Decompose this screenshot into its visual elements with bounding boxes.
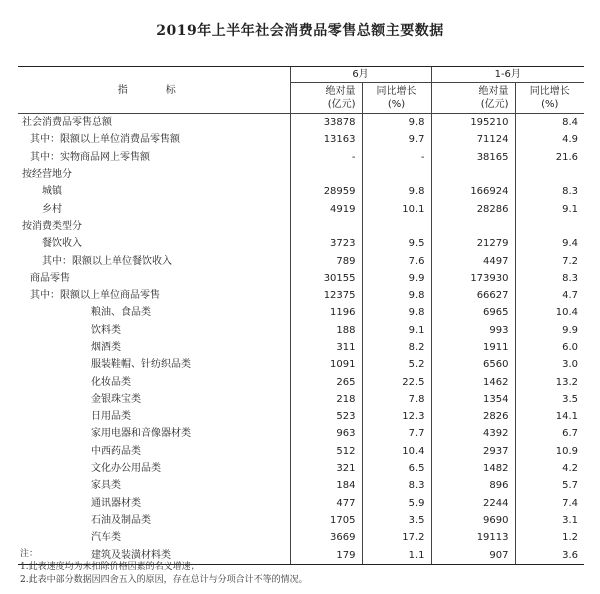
table-row [18,356,584,373]
june-absolute-value: 1705 [290,512,362,529]
june-absolute-value: 512 [290,443,362,460]
june-growth-value: 9.9 [362,270,431,287]
table-row [18,373,584,390]
june-absolute-value: 265 [290,373,362,390]
h1-growth-value: 7.4 [515,495,584,512]
june-absolute-value: 789 [290,252,362,269]
h1-growth-value: 4.2 [515,460,584,477]
h1-absolute-value: 173930 [431,270,515,287]
june-growth-value: 6.5 [362,460,431,477]
h1-growth-value: 10.4 [515,304,584,321]
june-growth-value: 5.2 [362,356,431,373]
table-row [18,304,584,321]
row-name: 石油及制品类 [91,514,151,526]
h1-absolute-value: 1911 [431,339,515,356]
h1-growth-value: 13.2 [515,373,584,390]
june-growth-value: 22.5 [362,373,431,390]
june-absolute-value: 179 [290,546,362,564]
june-absolute-value: 321 [290,460,362,477]
june-absolute-value: 12375 [290,287,362,304]
row-name: 家用电器和音像器材类 [91,428,191,440]
june-absolute-value: 477 [290,495,362,512]
june-growth-value: 3.5 [362,512,431,529]
h1-growth-value [515,218,584,235]
notes-label: 注： [20,549,39,559]
h1-absolute-value: 4497 [431,252,515,269]
h1-growth-value: 6.7 [515,425,584,442]
row-name: 按经营地分 [22,169,72,181]
h1-absolute-value: 1354 [431,391,515,408]
row-name: 饮料类 [91,324,121,336]
june-header: 6月 [290,67,431,83]
h1-absolute-value: 6965 [431,304,515,321]
h1-absolute-value: 19113 [431,529,515,546]
h1-growth-value: 1.2 [515,529,584,546]
table-row [18,114,584,132]
table-row [18,270,584,287]
june-absolute-value: 3723 [290,235,362,252]
h1-growth-value: 3.5 [515,391,584,408]
h1-growth-value: 8.3 [515,183,584,200]
june-absolute-value: - [290,149,362,166]
row-name: 城镇 [42,186,62,198]
june-growth-value: 1.1 [362,546,431,564]
h1-growth-value: 9.1 [515,200,584,217]
note-1: 1.此表速度均为未扣除价格因素的名义增速； [20,562,200,572]
row-name: 建筑及装潢材料类 [18,546,290,564]
june-absolute-value: 4919 [290,200,362,217]
row-name: 其中：实物商品网上零售额 [30,151,150,163]
h1-absolute-value: 993 [431,322,515,339]
table-row [18,322,584,339]
june-absolute-value [290,166,362,183]
june-absolute-value: 963 [290,425,362,442]
row-name: 餐饮收入 [42,238,82,250]
table-row [18,339,584,356]
h1-growth-value: 3.1 [515,512,584,529]
h1-growth-value: 5.7 [515,477,584,494]
row-name: 商品零售 [30,272,70,284]
june-growth-value [362,166,431,183]
row-name: 服装鞋帽、针纺织品类 [91,359,191,371]
june-absolute-value: 3669 [290,529,362,546]
h1-growth-value: 3.0 [515,356,584,373]
june-growth-value: 7.8 [362,391,431,408]
table-row [18,252,584,269]
h1-absolute-value: 896 [431,477,515,494]
june-absolute-value: 188 [290,322,362,339]
row-name: 日用品类 [91,411,131,423]
june-growth-value: 12.3 [362,408,431,425]
table-row [18,218,584,235]
h1-growth-value: 21.6 [515,149,584,166]
june-absolute-value: 218 [290,391,362,408]
june-absolute-value: 1091 [290,356,362,373]
h1-absolute-value [431,218,515,235]
table-row [18,408,584,425]
note-2: 2.此表中部分数据因四舍五入的原因，存在总计与分项合计不等的情况。 [20,575,308,585]
june-growth-value: 9.5 [362,235,431,252]
june-absolute-value: 28959 [290,183,362,200]
h1-growth-value [515,166,584,183]
row-name: 金银珠宝类 [91,393,141,405]
june-growth-value: 8.3 [362,477,431,494]
june-growth-value: 7.6 [362,252,431,269]
table-row [18,477,584,494]
h1-absolute-value: 1482 [431,460,515,477]
table-row [18,529,584,546]
h1-growth-value: 6.0 [515,339,584,356]
table-row [18,235,584,252]
h1-growth-value: 8.3 [515,270,584,287]
table-row [18,391,584,408]
table-row [18,425,584,442]
june-growth-header: 同比增长 (%) [362,83,431,114]
table-row [18,149,584,166]
h1-growth-value: 9.4 [515,235,584,252]
h1-absolute-value: 1462 [431,373,515,390]
h1-growth-value: 3.6 [515,546,584,564]
row-name: 其中：限额以上单位消费品零售额 [30,134,180,146]
june-growth-value: 10.1 [362,200,431,217]
table-row [18,166,584,183]
h1-absolute-value: 71124 [431,131,515,148]
june-growth-value: 17.2 [362,529,431,546]
row-name: 中西药品类 [91,445,141,457]
h1-growth-value: 9.9 [515,322,584,339]
row-name: 其中：限额以上单位商品零售 [30,290,160,302]
h1-absolute-value: 195210 [431,114,515,132]
h1-absolute-value [431,166,515,183]
table-row [18,495,584,512]
row-name: 烟酒类 [91,342,121,353]
june-absolute-value: 523 [290,408,362,425]
june-growth-value [362,218,431,235]
h1-growth-value: 8.4 [515,114,584,132]
row-name: 家具类 [91,480,121,492]
h1-absolute-value: 66627 [431,287,515,304]
h1-absolute-value: 28286 [431,200,515,217]
table-row [18,200,584,217]
june-growth-value: 9.8 [362,287,431,304]
row-name: 其中：限额以上单位餐饮收入 [42,255,172,267]
row-name: 粮油、食品类 [91,307,151,319]
june-absolute-value: 311 [290,339,362,356]
row-name: 化妆品类 [91,376,131,388]
h1-absolute-value: 2937 [431,443,515,460]
h1-growth-value: 14.1 [515,408,584,425]
june-absolute-value: 33878 [290,114,362,132]
june-absolute-header: 绝对量 (亿元) [290,83,362,114]
h1-growth-value: 7.2 [515,252,584,269]
table-row [18,512,584,529]
june-growth-value: 7.7 [362,425,431,442]
h1-absolute-value: 907 [431,546,515,564]
h1-absolute-value: 2244 [431,495,515,512]
june-growth-value: 5.9 [362,495,431,512]
indicator-header: 指 标 [18,67,290,114]
june-growth-value: 9.8 [362,114,431,132]
june-absolute-value: 184 [290,477,362,494]
june-absolute-value [290,218,362,235]
h1-absolute-value: 21279 [431,235,515,252]
h1-growth-header: 同比增长 (%) [515,83,584,114]
row-name: 按消费类型分 [22,220,82,232]
row-name: 社会消费品零售总额 [22,117,112,129]
june-growth-value: 10.4 [362,443,431,460]
h1-absolute-value: 4392 [431,425,515,442]
h1-header: 1-6月 [431,67,584,83]
table-row [18,131,584,148]
page-title: 2019年上半年社会消费品零售总额主要数据 [156,23,444,39]
june-growth-value: 9.7 [362,131,431,148]
h1-absolute-value: 6560 [431,356,515,373]
june-absolute-value: 13163 [290,131,362,148]
retail-sales-table [18,66,584,565]
h1-growth-value: 10.9 [515,443,584,460]
june-absolute-value: 1196 [290,304,362,321]
table-row [18,460,584,477]
row-name: 通讯器材类 [91,497,141,509]
june-absolute-value: 30155 [290,270,362,287]
table-row [18,183,584,200]
table-row [18,287,584,304]
june-growth-value: 9.8 [362,304,431,321]
h1-absolute-value: 38165 [431,149,515,166]
june-growth-value: 9.1 [362,322,431,339]
row-name: 乡村 [42,203,62,215]
row-name: 汽车类 [91,532,121,544]
h1-absolute-header: 绝对量 (亿元) [431,83,515,114]
table-row [18,443,584,460]
h1-growth-value: 4.7 [515,287,584,304]
row-name: 文化办公用品类 [91,463,161,475]
june-growth-value: 9.8 [362,183,431,200]
h1-growth-value: 4.9 [515,131,584,148]
june-growth-value: 8.2 [362,339,431,356]
h1-absolute-value: 9690 [431,512,515,529]
h1-absolute-value: 2826 [431,408,515,425]
footnotes [20,548,590,587]
h1-absolute-value: 166924 [431,183,515,200]
june-growth-value: - [362,149,431,166]
